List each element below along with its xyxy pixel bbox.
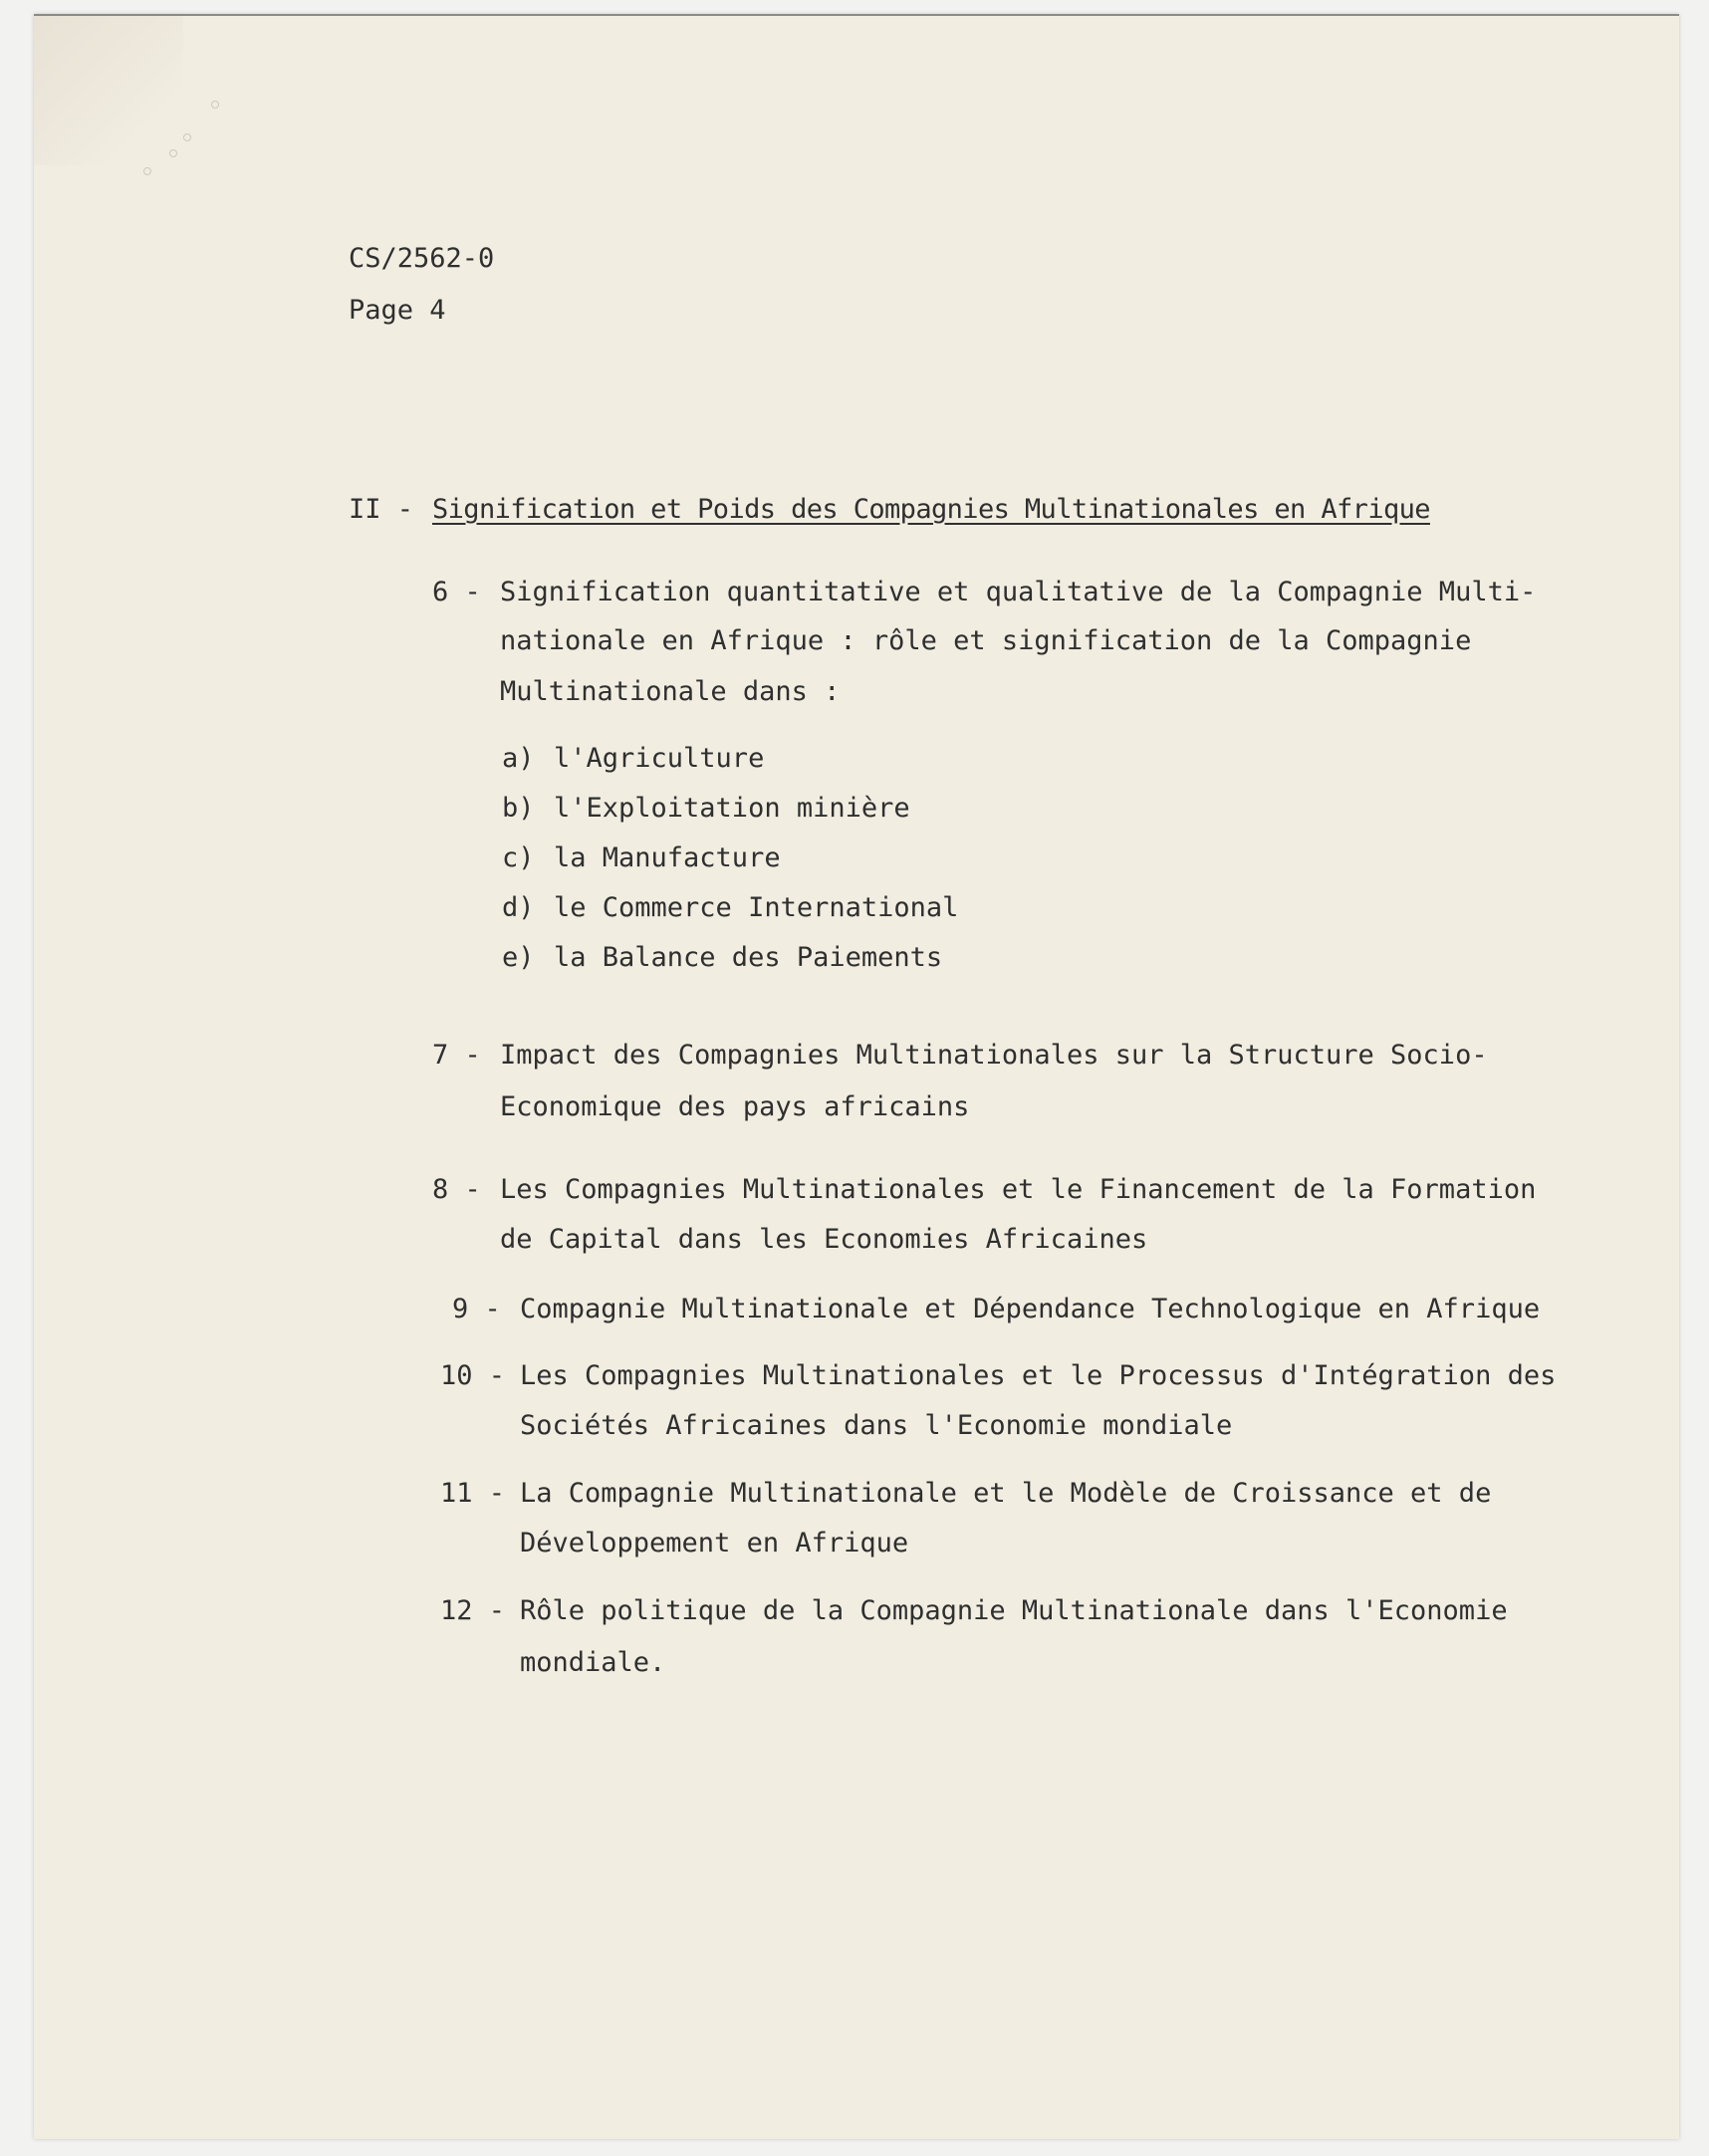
- item-text-line: Compagnie Multinationale et Dépendance Technologique en Afrique: [520, 1294, 1541, 1324]
- item-text-line: Sociétés Africaines dans l'Economie mondiale: [520, 1410, 1233, 1441]
- subitem-text: la Balance des Paiements: [554, 942, 943, 973]
- item-number: 6 -: [432, 577, 481, 607]
- item-text-line: Rôle politique de la Compagnie Multinationale dans l'Economie: [520, 1595, 1508, 1626]
- item-text-line: Signification quantitative et qualitative de la Compagnie Multi-: [500, 577, 1537, 607]
- item-text-line: La Compagnie Multinationale et le Modèle de Croissance et de: [520, 1478, 1492, 1509]
- item-text-line: mondiale.: [520, 1647, 666, 1678]
- subitem-text: l'Exploitation minière: [554, 793, 910, 824]
- section-number: II -: [349, 494, 414, 525]
- document-reference: CS/2562-0: [349, 243, 495, 274]
- item-text-line: de Capital dans les Economies Africaines: [500, 1224, 1148, 1255]
- document-page: [34, 14, 1679, 2139]
- staple-hole: [183, 133, 191, 141]
- staple-hole: [143, 167, 151, 175]
- item-text-line: Les Compagnies Multinationales et le Processus d'Intégration des: [520, 1360, 1557, 1391]
- subitem-label: a): [502, 743, 535, 774]
- subitem-label: c): [502, 842, 535, 873]
- item-number: 9 -: [452, 1294, 501, 1324]
- folded-corner: [34, 16, 183, 165]
- item-text-line: Impact des Compagnies Multinationales sur la Structure Socio-: [500, 1040, 1488, 1071]
- page-number: Page 4: [349, 295, 446, 326]
- item-text-line: Développement en Afrique: [520, 1528, 909, 1558]
- item-number: 7 -: [432, 1040, 481, 1071]
- item-text-line: Economique des pays africains: [500, 1091, 970, 1122]
- subitem-text: la Manufacture: [554, 842, 781, 873]
- section-title: Signification et Poids des Compagnies Multinationales en Afrique: [432, 494, 1430, 525]
- item-number: 11 -: [440, 1478, 506, 1509]
- subitem-label: b): [502, 793, 535, 824]
- subitem-text: l'Agriculture: [554, 743, 765, 774]
- item-text-line: Les Compagnies Multinationales et le Financement de la Formation: [500, 1174, 1537, 1205]
- item-number: 8 -: [432, 1174, 481, 1205]
- item-text-line: Multinationale dans :: [500, 676, 841, 707]
- subitem-text: le Commerce International: [554, 892, 959, 923]
- staple-hole: [169, 149, 177, 157]
- item-text-line: nationale en Afrique : rôle et signification de la Compagnie: [500, 625, 1472, 656]
- item-number: 10 -: [440, 1360, 506, 1391]
- item-number: 12 -: [440, 1595, 506, 1626]
- subitem-label: d): [502, 892, 535, 923]
- staple-hole: [211, 101, 219, 109]
- subitem-label: e): [502, 942, 535, 973]
